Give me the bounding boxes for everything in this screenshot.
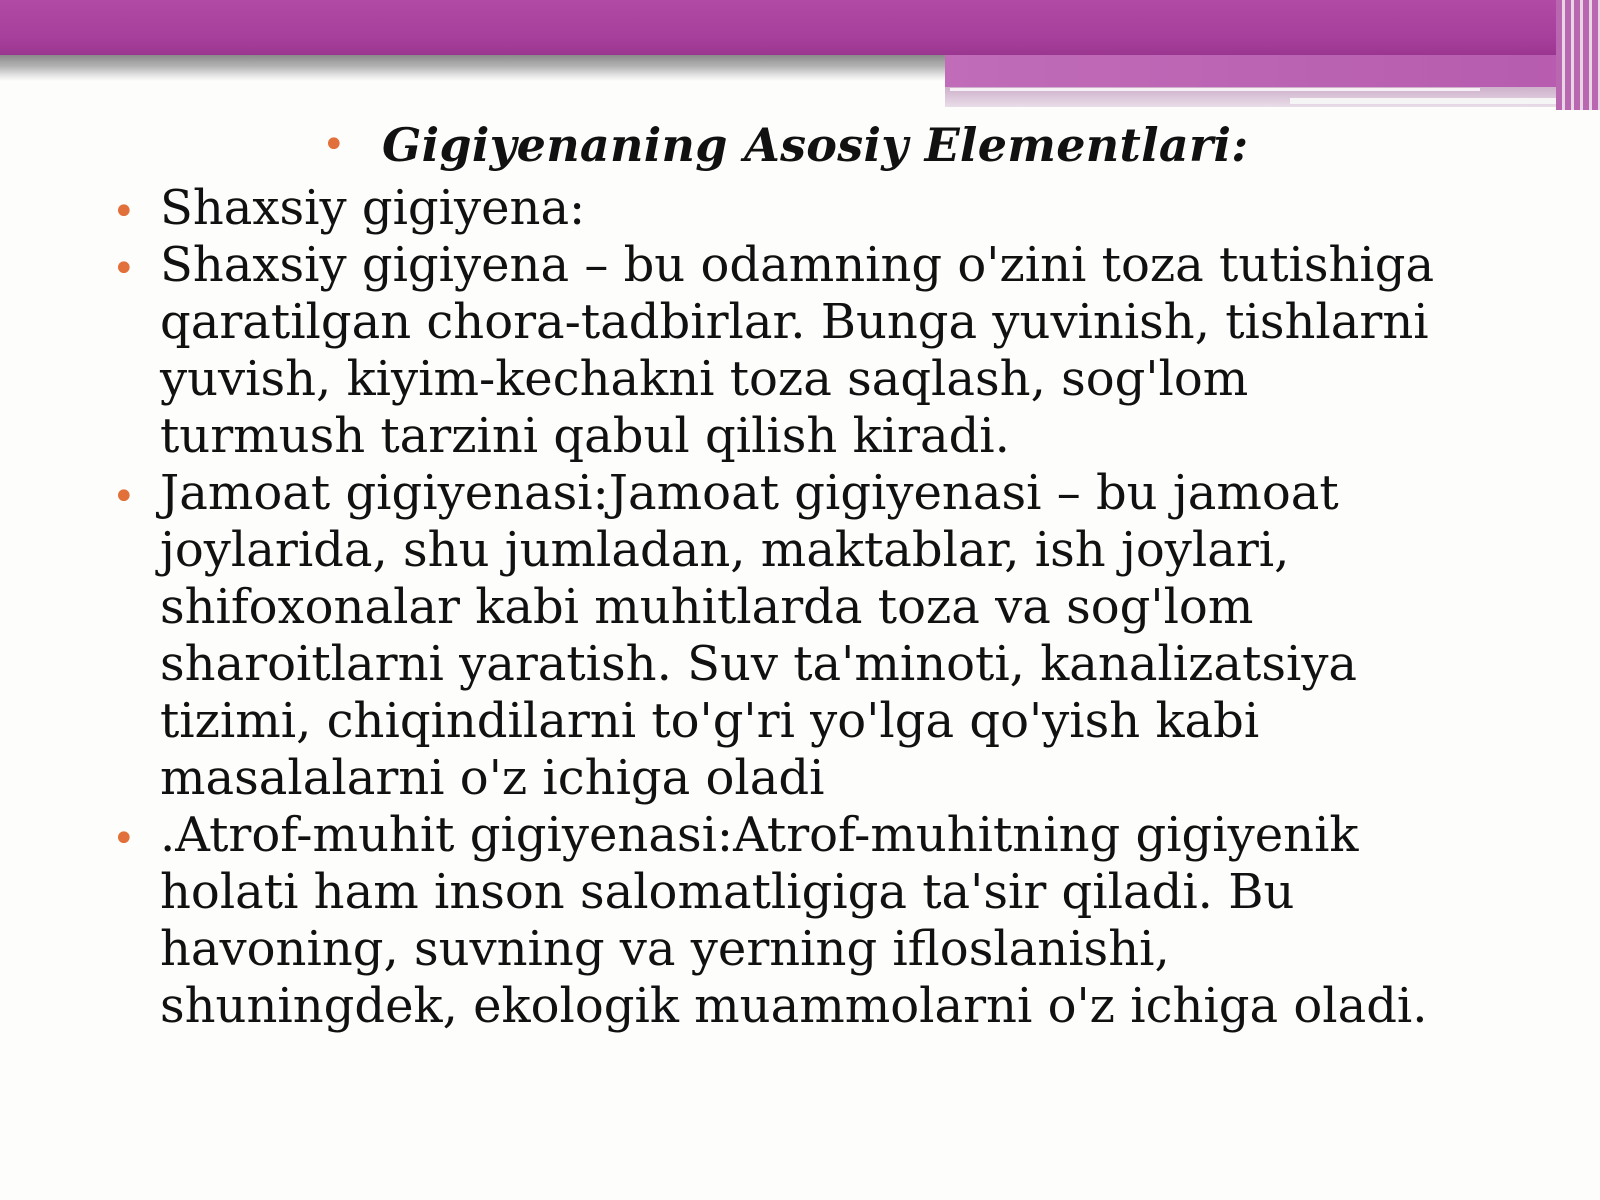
bullet-icon: • xyxy=(112,474,136,520)
bullet-icon: • xyxy=(322,122,346,168)
title-row xyxy=(322,118,1572,172)
list-item-text: Shaxsiy gigiyena – bu odamning o'zini toza tutishiga qaratilgan chora-tadbirlar. Bunga yuvinish, tishlarni yuvish, kiyim-kechakni toza saqlash, sog'lom turmush tarzini qabul qilish kiradi. xyxy=(160,237,1435,464)
header-accent-line xyxy=(1290,98,1600,104)
header-band xyxy=(0,0,1600,55)
bullet-icon: • xyxy=(112,189,136,235)
slide-title: Gigiyenaning Asosiy Elementlari: xyxy=(382,118,1249,172)
list-item xyxy=(112,237,1582,465)
list-item xyxy=(112,180,1582,237)
bullet-icon: • xyxy=(112,816,136,862)
header-stripes xyxy=(1556,0,1600,110)
bullet-list xyxy=(112,180,1582,1035)
list-item-text: Jamoat gigiyenasi:Jamoat gigiyenasi – bu jamoat joylarida, shu jumladan, maktablar, ish joylari, shifoxonalar kabi muhitlarda toza va sog'lom sharoitlarni yaratish. Suv ta'minoti, kanalizatsiya tizimi, chiqindilarni to'g'ri yo'lga qo'yish kabi masalalarni o'z ichiga oladi xyxy=(160,465,1358,806)
list-item-text: .Atrof-muhit gigiyenasi:Atrof-muhitning gigiyenik holati ham inson salomatligiga ta'sir qiladi. Bu havoning, suvning va yerning ifloslanishi, shuningdek, ekologik muammolarni o'z ichiga oladi. xyxy=(160,807,1428,1034)
header-accent-band xyxy=(945,55,1600,87)
list-item xyxy=(112,465,1582,807)
bullet-icon: • xyxy=(112,246,136,292)
list-item xyxy=(112,807,1582,1035)
list-item-text: Shaxsiy gigiyena: xyxy=(160,180,586,236)
header-highlight-line xyxy=(950,88,1480,91)
